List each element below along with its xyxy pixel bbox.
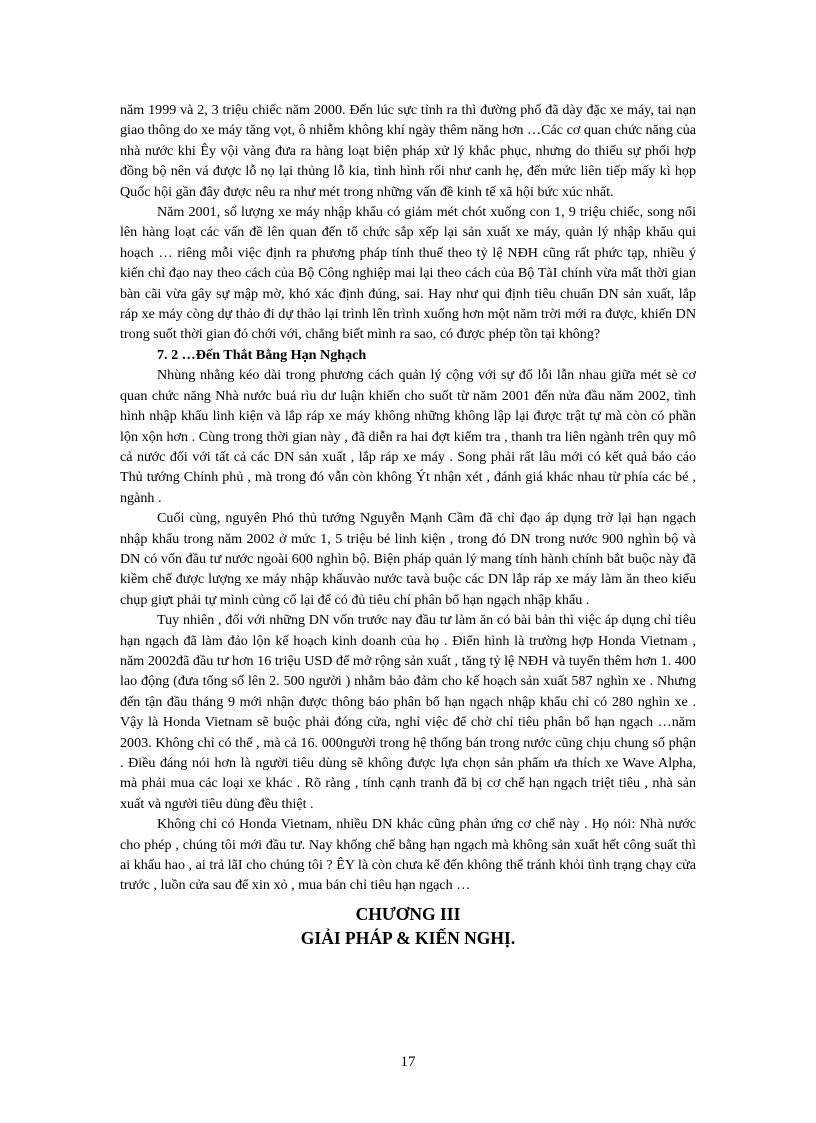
body-paragraph: Nhùng nhằng kéo dài trong phương cách quản lý cộng với sự đổ lỗi lẫn nhau giữa mét sè cơ quan chức năng Nhà nước buá rìu dư luận khiến cho suốt từ năm 2001 đến nửa đầu năm 2002, tình hình nhập khẩu linh kiện và lắp ráp xe máy không những không lập lại được trật tự mà còn có phần lộn xộn hơn . Cùng trong thời gian này , đã diễn ra hai đợt kiểm tra , thanh tra liên ngành trên quy mô cả nước đối với tất cả các DN sản xuất , lắp ráp xe máy . Song phải rất lâu mới có kết quả báo cáo Thủ tướng Chính phủ , mà trong đó vẫn còn không Ýt nhận xét , đánh giá khác nhau từ phía các bé , ngành . — [120, 367, 696, 506]
chapter-title: CHƯƠNG III — [355, 903, 461, 924]
body-paragraph: Năm 2001, số lượng xe máy nhập khẩu có giảm mét chót xuống con 1, 9 triệu chiếc, song nổi lên hàng loạt các vấn đề lên quan đến tổ chức sắp xếp lại sản xuất xe máy, quản lý nhập khẩu qui hoạch … riêng mỗi việc định ra phương pháp tính thuế theo tỷ lệ NĐH cũng rất phức tạp, nhiều ý kiến chỉ đạo nay theo cách của Bộ Công nghiệp mai lại theo cách của Bộ TàI chính vừa mất thời gian bàn cãi vừa gây sự mập mờ, khó xác định đúng, sai. Hay như qui định tiêu chuẩn DN sản xuất, lắp ráp xe máy còng dự thảo đi dự thảo lại trình lên trình xuống hơn một năm trời mới ra được, khiến DN trong suốt thời gian đó chới với, chẳng biết mình ra sao, có được phép tồn tại không? — [120, 204, 696, 343]
chapter-subtitle: GIẢI PHÁP & KIẾN NGHỊ. — [300, 927, 516, 948]
document-page — [120, 100, 696, 1100]
page-number: 17 — [400, 1054, 416, 1070]
body-paragraph: năm 1999 và 2, 3 triệu chiếc năm 2000. Đến lúc sực tỉnh ra thì đường phố đã dày đặc xe máy, tai nạn giao thông do xe máy tăng vọt, ô nhiễm không khí ngày thêm năng hơn …Các cơ quan chức năng của nhà nước khi Êy vội vàng đưa ra hàng loạt biện pháp xử lý khắc phục, nhưng do thiếu sự phối hợp đồng bộ nên vá được lỗ nọ lại thủng lỗ kia, tình hình rối như canh hẹ, đến mức liên tiếp mấy kì họp Quốc hội gần đây được nêu ra như mét trong những vấn đề kinh tế xã hội bức xúc nhất. — [120, 102, 696, 200]
body-paragraph: Cuối cùng, nguyên Phó thủ tướng Nguyễn Mạnh Cầm đã chỉ đạo áp dụng trở lại hạn ngạch nhập khẩu trong năm 2002 ở mức 1, 5 triệu bé linh kiện , trong đó DN trong nước 900 nghìn bộ và DN có vốn đầu tư nước ngoài 600 nghìn bộ. Biện pháp quản lý mang tính hành chính bắt buộc này đã kiềm chế được lượng xe máy nhập khẩuvào nước tavà buộc các DN lắp ráp xe máy làm ăn theo kiểu chụp giựt phải tự mình củng cố lại để có đủ tiêu chí phân bổ hạn ngạch nhập khẩu . — [120, 510, 696, 608]
body-paragraph: Tuy nhiên , đối với những DN vốn trước nay đầu tư làm ăn có bài bản thì việc áp dụng chỉ tiêu hạn ngạch đã làm đảo lộn kế hoạch kinh doanh của họ . Điển hình là trường hợp Honda Vietnam , năm 2002đã đầu tư hơn 16 triệu USD để mở rộng sản xuất , tăng tỷ lệ NĐH và tuyển thêm hơn 1. 400 lao động (đưa tổng số lên 2. 500 người ) nhằm bảo đảm cho kế hoạch sản xuất 587 nghìn xe . Nhưng đến tận đầu tháng 9 mới nhận được thông báo phân bổ hạn ngạch nhập khẩu chỉ có 280 nghìn xe . Vậy là Honda Vietnam sẽ buộc phải đóng cửa, nghỉ việc để chờ chỉ tiêu phân bổ hạn ngạch …năm 2003. Không chỉ có thế , mà cả 16. 000người trong hệ thống bán trong nước cũng chịu chung số phận . Điều đáng nói hơn là người tiêu dùng sẽ không được lựa chọn sản phẩm ưa thích xe Wave Alpha, mà phải mua các loại xe khác . Rõ ràng , tính cạnh tranh đã bị cơ chế hạn ngạch triệt tiêu , nhà sản xuất và người tiêu dùng đều thiệt . — [120, 612, 696, 812]
section-heading: 7. 2 …Đến Thắt Bằng Hạn Nghạch — [157, 346, 367, 363]
body-paragraph: Không chỉ có Honda Vietnam, nhiều DN khác cũng phản ứng cơ chế này . Họ nói: Nhà nước cho phép , chúng tôi mới đầu tư. Nay khống chế bằng hạn ngạch mà không sản xuất hết công suất thì ai khấu hao , ai trả lãI cho chúng tôi ? ÊY là còn chưa kể đến không thể tránh khỏi tình trạng chạy cửa trước , luồn cửa sau để xin xỏ , mua bán chỉ tiêu hạn ngạch … — [120, 816, 696, 894]
